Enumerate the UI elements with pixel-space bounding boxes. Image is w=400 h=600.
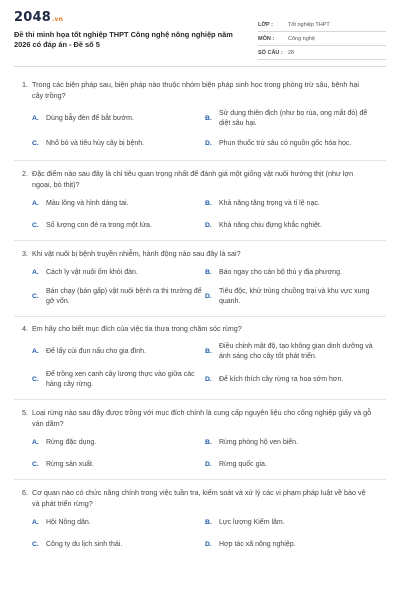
option-d[interactable] xyxy=(205,368,378,392)
question-number: 1. xyxy=(22,80,28,89)
option-b[interactable] xyxy=(205,267,378,279)
option-text: Màu lông và hình dáng tai. xyxy=(46,200,129,207)
option-grid xyxy=(32,340,386,392)
question-text: Em hãy cho biết mục đích của việc tỉa thưa trong chăm sóc rừng? xyxy=(32,324,242,333)
option-a[interactable] xyxy=(32,437,205,449)
site-logo[interactable] xyxy=(14,10,246,25)
option-text: Số lượng con đẻ ra trong một lứa. xyxy=(46,222,152,229)
option-text: Để kích thích cây rừng ra hoa sớm hơn. xyxy=(219,376,344,383)
option-b[interactable] xyxy=(205,107,378,131)
question-list xyxy=(14,67,386,551)
question-item xyxy=(14,161,386,241)
question-number: 2. xyxy=(22,169,28,178)
option-text: Phun thuốc trừ sâu có nguồn gốc hóa học. xyxy=(219,140,352,147)
question-separator xyxy=(14,232,386,241)
option-text: Rừng sản xuất. xyxy=(46,461,94,468)
option-text: Báo ngay cho cán bộ thú y địa phương. xyxy=(219,269,342,276)
option-letter: B. xyxy=(205,439,212,446)
question-text: Khi vật nuôi bị bệnh truyền nhiễm, hành động nào sau đây là sai? xyxy=(32,249,241,258)
option-letter: B. xyxy=(205,115,212,122)
question-separator xyxy=(14,392,386,400)
option-text: Bán chạy (bán gấp) vật nuôi bệnh ra thị trường để gỡ vốn. xyxy=(46,288,202,305)
exam-title: Đề thi minh họa tốt nghiệp THPT Công nghệ nông nghiệp năm 2026 có đáp án - Đề số 5 xyxy=(14,30,233,49)
question-stem xyxy=(14,168,386,190)
option-a[interactable] xyxy=(32,517,205,529)
question-item xyxy=(14,480,386,551)
option-letter: C. xyxy=(32,293,39,300)
option-grid xyxy=(32,437,386,471)
question-number: 5. xyxy=(22,408,28,417)
option-text: Sử dụng thiên địch (như bọ rùa, ong mắt đỏ) để diệt sâu hại. xyxy=(219,110,368,127)
meta-row-subject xyxy=(258,32,386,46)
option-text: Rừng quốc gia. xyxy=(219,461,267,468)
option-letter: D. xyxy=(205,293,212,300)
option-letter: B. xyxy=(205,269,212,276)
question-stem xyxy=(14,323,386,334)
question-separator xyxy=(14,471,386,480)
option-text: Tiêu độc, khử trùng chuồng trại và khu vực xung quanh. xyxy=(219,288,370,305)
option-c[interactable] xyxy=(32,220,205,232)
meta-value: Tốt nghiệp THPT xyxy=(288,21,330,28)
option-grid xyxy=(32,267,386,309)
question-number: 3. xyxy=(22,249,28,258)
option-letter: B. xyxy=(205,200,212,207)
meta-key: SỐ CÂU : xyxy=(258,49,283,56)
option-text: Để trồng xen canh cây lương thực vào giữa các hàng cây rừng. xyxy=(46,371,195,388)
question-text: Cơ quan nào có chức năng chính trong việc tuần tra, kiểm soát và xử lý các vi phạm pháp luật về bảo vệ và phát triển rừng? xyxy=(32,488,366,508)
option-a[interactable] xyxy=(32,107,205,131)
question-item xyxy=(14,67,386,161)
question-stem xyxy=(14,407,386,429)
option-letter: A. xyxy=(32,269,39,276)
option-text: Lực lượng Kiểm lâm. xyxy=(219,519,285,526)
option-a[interactable] xyxy=(32,340,205,364)
option-text: Nhổ bỏ và tiêu hủy cây bị bệnh. xyxy=(46,140,145,147)
option-a[interactable] xyxy=(32,267,205,279)
question-item xyxy=(14,317,386,400)
option-letter: D. xyxy=(205,140,212,147)
option-grid xyxy=(32,198,386,232)
option-text: Điều chỉnh mật độ, tạo không gian dinh dưỡng và ánh sáng cho cây tốt phát triển. xyxy=(219,343,373,360)
option-text: Rừng đặc dụng. xyxy=(46,439,97,446)
question-stem xyxy=(14,248,386,259)
option-d[interactable] xyxy=(205,137,378,151)
option-letter: A. xyxy=(32,439,39,446)
option-a[interactable] xyxy=(32,198,205,210)
option-text: Khả năng chịu đựng khắc nghiệt. xyxy=(219,222,322,229)
option-d[interactable] xyxy=(205,285,378,309)
option-c[interactable] xyxy=(32,459,205,471)
question-text: Đặc điểm nào sau đây là chỉ tiêu quan trọng nhất để đánh giá một giống vật nuôi hướng thịt (như lợn ngoại, bò thịt)? xyxy=(32,169,354,189)
page-header xyxy=(14,0,386,66)
option-text: Công ty du lịch sinh thái. xyxy=(46,541,123,548)
option-c[interactable] xyxy=(32,285,205,309)
option-letter: C. xyxy=(32,541,39,548)
logo-suffix: .vn xyxy=(51,16,64,23)
option-text: Rừng phòng hộ ven biển. xyxy=(219,439,299,446)
option-text: Để lấy củi đun nấu cho gia đình. xyxy=(46,348,147,355)
option-grid xyxy=(32,517,386,551)
option-letter: A. xyxy=(32,200,39,207)
meta-key: MÔN : xyxy=(258,35,275,42)
option-d[interactable] xyxy=(205,220,378,232)
meta-row-class xyxy=(258,18,386,32)
question-stem xyxy=(14,487,386,509)
option-text: Khả năng tăng trọng và tỉ lệ nạc. xyxy=(219,200,320,207)
question-separator xyxy=(14,309,386,317)
header-left xyxy=(14,10,246,66)
option-letter: D. xyxy=(205,376,212,383)
question-number: 4. xyxy=(22,324,28,333)
option-letter: C. xyxy=(32,376,39,383)
option-b[interactable] xyxy=(205,437,378,449)
question-item xyxy=(14,241,386,317)
option-letter: B. xyxy=(205,519,212,526)
option-c[interactable] xyxy=(32,137,205,151)
option-d[interactable] xyxy=(205,459,378,471)
option-letter: A. xyxy=(32,348,39,355)
question-separator xyxy=(14,151,386,161)
question-stem xyxy=(14,79,386,101)
option-letter: D. xyxy=(205,541,212,548)
option-letter: A. xyxy=(32,519,39,526)
option-b[interactable] xyxy=(205,517,378,529)
question-text: Loại rừng nào sau đây được trồng với mục đích chính là cung cấp nguyên liệu cho công nghiệp giấy và gỗ ván dăm? xyxy=(32,408,372,428)
option-b[interactable] xyxy=(205,340,378,364)
option-c[interactable] xyxy=(32,539,205,551)
option-letter: D. xyxy=(205,222,212,229)
meta-key: LỚP : xyxy=(258,21,273,28)
option-text: Dùng bẫy đèn để bắt bướm. xyxy=(46,115,134,122)
option-text: Hợp tác xã nông nghiệp. xyxy=(219,541,296,548)
option-letter: D. xyxy=(205,461,212,468)
option-b[interactable] xyxy=(205,198,378,210)
meta-value: Công nghệ xyxy=(288,35,315,42)
option-grid xyxy=(32,107,386,151)
option-d[interactable] xyxy=(205,539,378,551)
meta-value: 28 xyxy=(288,49,295,56)
question-item xyxy=(14,400,386,480)
option-letter: C. xyxy=(32,140,39,147)
option-letter: C. xyxy=(32,461,39,468)
option-letter: C. xyxy=(32,222,39,229)
logo-text: 2048 xyxy=(14,10,51,25)
option-c[interactable] xyxy=(32,368,205,392)
option-letter: B. xyxy=(205,348,212,355)
question-number: 6. xyxy=(22,488,28,497)
meta-row-count xyxy=(258,46,386,60)
option-text: Cách ly vật nuôi ốm khỏi đàn. xyxy=(46,269,138,276)
exam-meta xyxy=(258,10,386,66)
option-text: Hội Nông dân. xyxy=(46,519,91,526)
option-letter: A. xyxy=(32,115,39,122)
question-text: Trong các biện pháp sau, biện pháp nào thuộc nhóm biện pháp sinh học trong phòng trừ sâu, bệnh hại cây trồng? xyxy=(32,80,360,100)
